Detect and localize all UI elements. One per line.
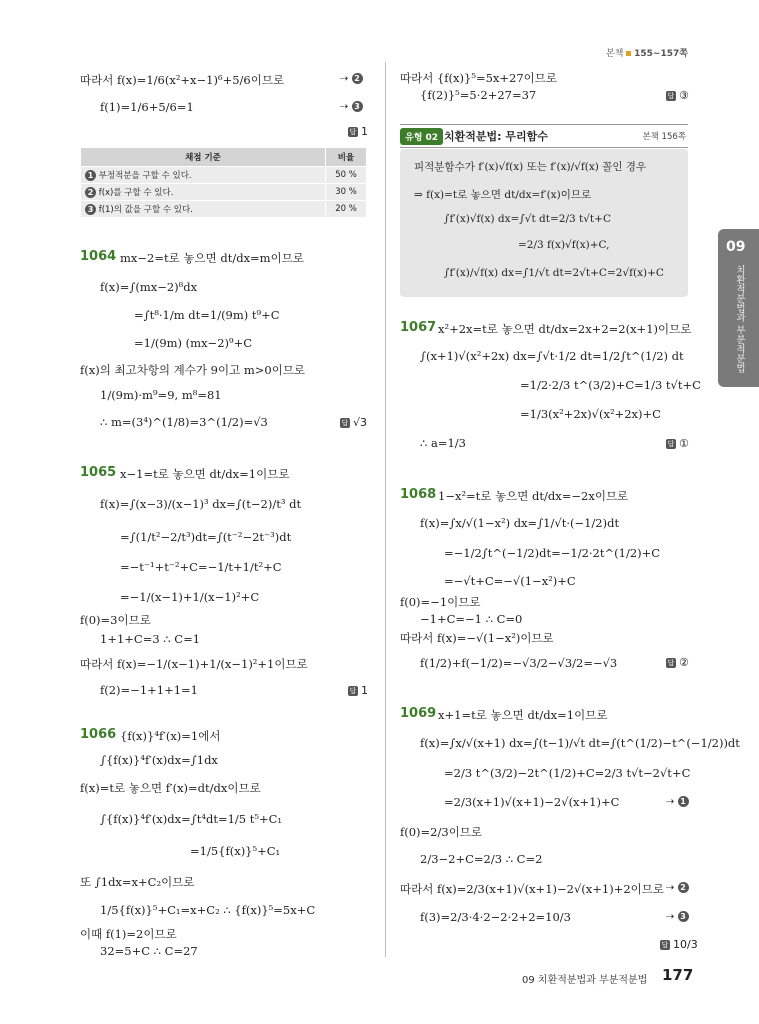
p1068-line5: f(0)=−1이므로 <box>400 595 481 609</box>
p1069-line8: f(3)=2/3·4·2−2·2+2=10/3 <box>420 910 571 924</box>
p1068-line8: f(1/2)+f(−1/2)=−√3/2−√3/2=−√3 <box>420 656 618 670</box>
problem-number-1065: 1065 <box>80 465 117 480</box>
type-header <box>400 124 688 148</box>
p1069-line3: =2/3 t^(3/2)−2t^(1/2)+C=2/3 t√t−2√t+C <box>444 766 691 780</box>
p1069-line7: 따라서 f(x)=2/3(x+1)√(x+1)−2√(x+1)+2이므로 <box>400 882 664 896</box>
p1066-line1: {f(x)}⁴f′(x)=1에서 <box>120 729 221 743</box>
p1067-line1: x²+2x=t로 놓으면 dt/dx=2x+2=2(x+1)이므로 <box>438 322 692 336</box>
p1068-line1: 1−x²=t로 놓으면 dt/dx=−2x이므로 <box>438 489 629 503</box>
answer-1066: 답 ③ <box>667 89 689 102</box>
type-title: 치환적분법: 무리함수 <box>444 130 548 143</box>
answer-1065: 답 1 <box>349 684 368 697</box>
ref-label: 본책 <box>606 49 624 59</box>
p1066-line2: ∫{f(x)}⁴f′(x)dx=∫1dx <box>100 753 218 767</box>
p1064-line3: =∫t⁸·1/m dt=1/(9m) t⁹+C <box>134 308 280 322</box>
p1067-line3: =1/2·2/3 t^(3/2)+C=1/3 t√t+C <box>520 378 701 392</box>
concept-line5: ∫f′(x)/√f(x) dx=∫1/√t dt=2√t+C=2√f(x)+C <box>444 267 664 279</box>
problem-number-1069: 1069 <box>400 706 437 721</box>
p1068-line4: =−√t+C=−√(1−x²)+C <box>444 574 576 588</box>
p1067-line4: =1/3(x²+2x)√(x²+2x)+C <box>520 407 661 421</box>
concept-line4: =2/3 f(x)√f(x)+C, <box>518 239 610 251</box>
p1065-line5: =−1/(x−1)+1/(x−1)²+C <box>120 590 260 604</box>
concept-line2: ⇒ f(x)=t로 놓으면 dt/dx=f′(x)이므로 <box>414 189 592 201</box>
answer-icon: 답 <box>667 92 675 100</box>
p1069-line4: =2/3(x+1)√(x+1)−2√(x+1)+C <box>444 795 620 809</box>
table-row: 3 f(1)의 값을 구할 수 있다. 20 % <box>81 201 367 218</box>
left-top-line2: f(1)=1/6+5/6=1 <box>100 100 194 114</box>
page-number: 177 <box>662 966 694 984</box>
chapter-tab-title: 치환적분법과 부분적분법 <box>734 265 745 373</box>
p1065-line3: =∫(1/t²−2/t³)dt=∫(t⁻²−2t⁻³)dt <box>120 530 292 544</box>
p1065-line9: f(2)=−1+1+1=1 <box>100 683 198 697</box>
p1065-line8: 따라서 f(x)=−1/(x−1)+1/(x−1)²+1이므로 <box>80 657 308 671</box>
p1065-line7: 1+1+C=3 ∴ C=1 <box>100 632 201 646</box>
concept-line1: 피적분함수가 f′(x)√f(x) 또는 f′(x)/√f(x) 꼴인 경우 <box>414 161 647 173</box>
answer-icon: 답 <box>667 440 675 448</box>
p1065-line2: f(x)=∫(x−3)/(x−1)³ dx=∫(t−2)/t³ dt <box>100 497 302 511</box>
p1066-line7: 1/5{f(x)}⁵+C₁=x+C₂ ∴ {f(x)}⁵=5x+C <box>100 903 316 917</box>
step-mark-2b: ⇢ 2 <box>666 882 689 894</box>
grading-table <box>80 147 367 218</box>
answer-icon: 답 <box>667 659 675 667</box>
step-mark-1: ⇢ 1 <box>666 796 689 808</box>
step-mark-2: ⇢ 2 <box>340 73 363 85</box>
problem-number-1068: 1068 <box>400 487 437 502</box>
problem-number-1066: 1066 <box>80 727 117 742</box>
p1066-line4: ∫{f(x)}⁴f′(x)dx=∫t⁴dt=1/5 t⁵+C₁ <box>100 812 283 826</box>
answer-1068: 답 ② <box>667 656 689 669</box>
right-top-line1: 따라서 {f(x)}⁵=5x+27이므로 <box>400 71 557 85</box>
page-reference <box>606 46 688 59</box>
problem-number-1064: 1064 <box>80 249 117 264</box>
column-divider <box>385 62 386 957</box>
p1065-line4: =−t⁻¹+t⁻²+C=−1/t+1/t²+C <box>120 560 282 574</box>
p1064-line4: =1/(9m) (mx−2)⁹+C <box>134 336 253 350</box>
table-row: 1 부정적분을 구할 수 있다. 50 % <box>81 167 367 184</box>
answer-icon: 답 <box>349 687 357 695</box>
p1066-line8: 이때 f(1)=2이므로 <box>80 927 177 941</box>
step-mark-3b: ⇢ 3 <box>666 911 689 923</box>
ref-pages: 155~157쪽 <box>634 49 688 59</box>
answer-icon: 답 <box>341 419 349 427</box>
chapter-tab-number: 09 <box>726 239 746 255</box>
bullet-icon <box>626 51 631 56</box>
concept-box <box>400 149 688 297</box>
p1066-line9: 32=5+C ∴ C=27 <box>100 944 198 958</box>
grading-header-ratio: 비율 <box>326 148 367 167</box>
answer-1063: 답 1 <box>349 125 368 138</box>
chapter-tab[interactable] <box>718 229 759 387</box>
step-mark-3: ⇢ 3 <box>340 101 363 113</box>
answer-icon: 답 <box>661 941 669 949</box>
p1068-line3: =−1/2∫t^(−1/2)dt=−1/2·2t^(1/2)+C <box>444 546 661 560</box>
p1064-line6: 1/(9m)·m⁹=9, m⁸=81 <box>100 388 222 402</box>
p1067-line5: ∴ a=1/3 <box>420 436 466 450</box>
p1069-line1: x+1=t로 놓으면 dt/dx=1이므로 <box>438 708 608 722</box>
right-top-line2: {f(2)}⁵=5·2+27=37 <box>420 88 537 102</box>
p1065-line1: x−1=t로 놓으면 dt/dx=1이므로 <box>120 467 290 481</box>
footer-chapter: 09 치환적분법과 부분적분법 <box>522 975 648 986</box>
type-ref: 본책 156쪽 <box>642 132 686 142</box>
concept-line3: ∫f′(x)√f(x) dx=∫√t dt=2/3 t√t+C <box>444 213 611 225</box>
problem-number-1067: 1067 <box>400 320 437 335</box>
p1066-line6: 또 ∫1dx=x+C₂이므로 <box>80 875 195 889</box>
answer-1064: 답 √3 <box>341 416 368 429</box>
p1064-line1: mx−2=t로 놓으면 dt/dx=m이므로 <box>120 251 304 265</box>
answer-1069: 답 10/3 <box>661 938 698 951</box>
p1066-line3: f(x)=t로 놓으면 f′(x)=dt/dx이므로 <box>80 781 261 795</box>
p1069-line6: 2/3−2+C=2/3 ∴ C=2 <box>420 852 543 866</box>
p1064-line7: ∴ m=(3⁴)^(1/8)=3^(1/2)=√3 <box>100 415 268 429</box>
left-top-line1: 따라서 f(x)=1/6(x²+x−1)⁶+5/6이므로 <box>80 73 285 87</box>
p1065-line6: f(0)=3이므로 <box>80 613 151 627</box>
p1068-line7: 따라서 f(x)=−√(1−x²)이므로 <box>400 631 554 645</box>
table-row: 2 f(x)를 구할 수 있다. 30 % <box>81 184 367 201</box>
p1066-line5: =1/5{f(x)}⁵+C₁ <box>190 844 281 858</box>
answer-1067: 답 ① <box>667 437 689 450</box>
p1067-line2: ∫(x+1)√(x²+2x) dx=∫√t·1/2 dt=1/2∫t^(1/2) dt <box>420 349 684 363</box>
p1068-line2: f(x)=∫x/√(1−x²) dx=∫1/√t·(−1/2)dt <box>420 516 620 530</box>
p1068-line6: −1+C=−1 ∴ C=0 <box>420 612 523 626</box>
grading-header-criteria: 채점 기준 <box>81 148 326 167</box>
p1064-line2: f(x)=∫(mx−2)⁸dx <box>100 280 198 294</box>
p1064-line5: f(x)의 최고차항의 계수가 9이고 m>0이므로 <box>80 363 306 377</box>
type-badge: 유형 02 <box>400 128 443 145</box>
p1069-line5: f(0)=2/3이므로 <box>400 825 483 839</box>
answer-icon: 답 <box>349 128 357 136</box>
p1069-line2: f(x)=∫x/√(x+1) dx=∫(t−1)/√t dt=∫(t^(1/2)−t^(−1/2))dt <box>420 736 740 750</box>
